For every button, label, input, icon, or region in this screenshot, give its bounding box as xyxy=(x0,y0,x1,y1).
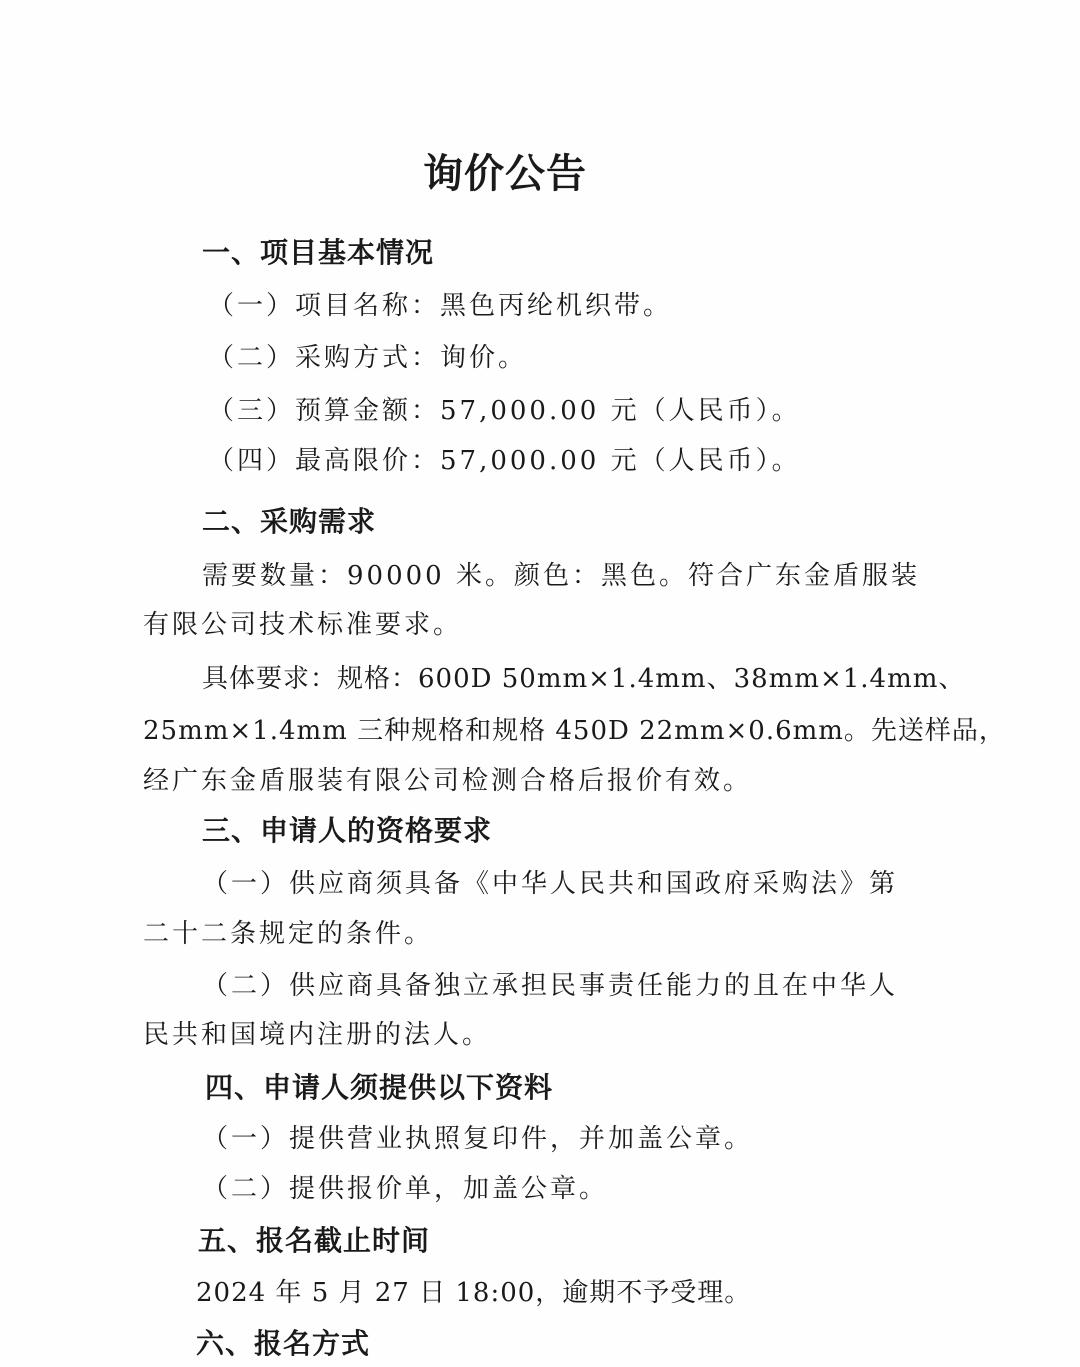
section-heading-3: 三、申请人的资格要求 xyxy=(202,814,493,847)
section-heading-1: 一、项目基本情况 xyxy=(202,236,435,269)
paragraph-line: 需要数量：90000 米。颜色：黑色。符合广东金盾服装 xyxy=(202,561,920,591)
paragraph-line: （三）预算金额：57,000.00 元（人民币）。 xyxy=(208,396,801,426)
paragraph-line: （一）项目名称：黑色丙纶机织带。 xyxy=(208,291,673,321)
paragraph-line: （二）采购方式：询价。 xyxy=(208,343,528,373)
paragraph-line: 民共和国境内注册的法人。 xyxy=(143,1020,492,1050)
paragraph-line: 有限公司技术标准要求。 xyxy=(143,610,463,640)
paragraph-line: （二）提供报价单，加盖公章。 xyxy=(202,1174,609,1204)
section-heading-6: 六、报名方式 xyxy=(196,1327,371,1360)
paragraph-line: 经广东金盾服装有限公司检测合格后报价有效。 xyxy=(143,766,753,796)
paragraph-line: （二）供应商具备独立承担民事责任能力的且在中华人 xyxy=(202,971,899,1001)
paragraph-line: 2024 年 5 月 27 日 18:00，逾期不予受理。 xyxy=(196,1278,752,1308)
section-heading-2: 二、采购需求 xyxy=(202,505,377,538)
paragraph-line: 具体要求：规格：600D 50mm×1.4mm、38mm×1.4mm、 xyxy=(202,664,966,694)
paragraph-line: 二十二条规定的条件。 xyxy=(143,919,434,949)
paragraph-line: （一）供应商须具备《中华人民共和国政府采购法》第 xyxy=(202,869,899,899)
section-heading-5: 五、报名截止时间 xyxy=(198,1224,431,1257)
page-title: 询价公告 xyxy=(423,151,587,197)
paragraph-line: （一）提供营业执照复印件，并加盖公章。 xyxy=(202,1124,754,1154)
section-heading-4: 四、申请人须提供以下资料 xyxy=(205,1071,554,1104)
paragraph-line: 25mm×1.4mm 三种规格和规格 450D 22mm×0.6mm。先送样品， xyxy=(143,716,1006,746)
paragraph-line: （四）最高限价：57,000.00 元（人民币）。 xyxy=(208,446,801,476)
